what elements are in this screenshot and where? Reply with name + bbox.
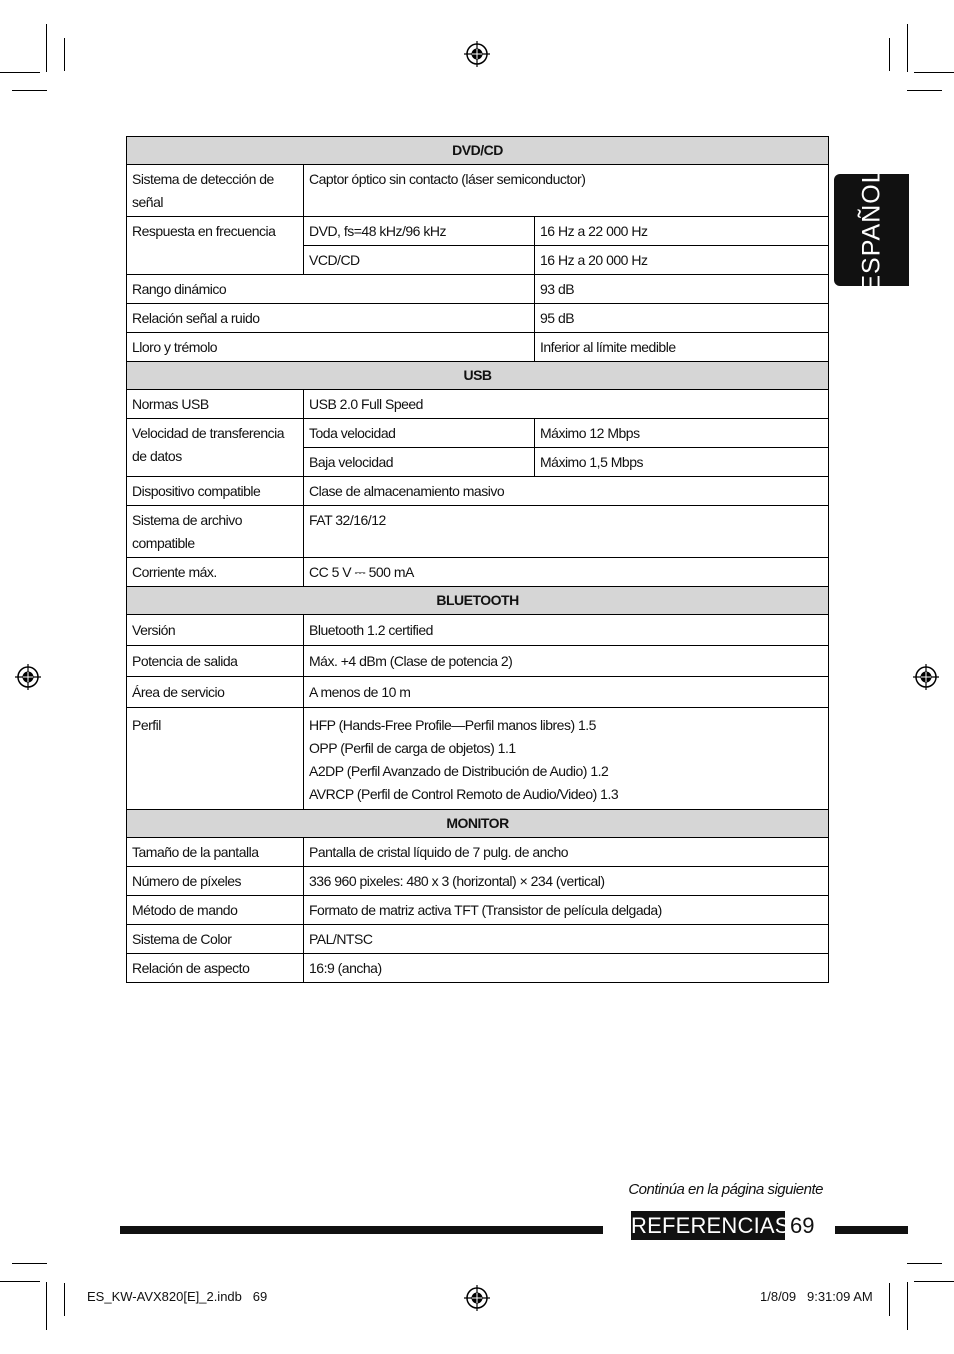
crop-mark [907, 24, 908, 72]
table-row [127, 677, 829, 708]
crop-mark [0, 72, 40, 73]
row-value: 93 dB [535, 275, 829, 304]
row-value: Inferior al límite medible [535, 333, 829, 362]
row-label: Relación de aspecto [127, 954, 304, 983]
section-header-dvd [127, 137, 829, 165]
row-label: Número de píxeles [127, 867, 304, 896]
registration-mark-icon [464, 41, 490, 67]
row-value: Pantalla de cristal líquido de 7 pulg. de ancho [304, 838, 829, 867]
section-header-monitor [127, 810, 829, 838]
registration-mark-icon [913, 664, 939, 690]
table-row [127, 165, 829, 217]
specifications-table [126, 136, 829, 983]
row-label: Dispositivo compatible [127, 477, 304, 506]
crop-mark [64, 1283, 65, 1316]
row-label: Tamaño de la pantalla [127, 838, 304, 867]
crop-mark [12, 1263, 47, 1264]
crop-mark [0, 1281, 40, 1282]
row-value: Clase de almacenamiento masivo [304, 477, 829, 506]
section-title: MONITOR [127, 810, 829, 838]
crop-mark [907, 90, 942, 91]
section-label: REFERENCIAS [631, 1213, 790, 1238]
row-label: Versión [127, 615, 304, 646]
row-value: 16 Hz a 22 000 Hz [535, 217, 829, 246]
row-label: Potencia de salida [127, 646, 304, 677]
crop-mark [907, 1263, 942, 1264]
row-value: Captor óptico sin contacto (láser semiconductor) [304, 165, 829, 217]
table-row [127, 867, 829, 896]
table-row [127, 954, 829, 983]
section-title: BLUETOOTH [127, 587, 829, 615]
row-label: Corriente máx. [127, 558, 304, 587]
profile-line: A2DP (Perfil Avanzado de Distribución de Audio) 1.2 [309, 763, 609, 779]
table-row [127, 217, 829, 246]
language-tab [834, 168, 909, 292]
table-row [127, 896, 829, 925]
table-row [127, 646, 829, 677]
row-label: Rango dinámico [127, 275, 535, 304]
crop-mark [889, 1283, 890, 1316]
row-value: 16 Hz a 20 000 Hz [535, 246, 829, 275]
row-label: Normas USB [127, 390, 304, 419]
row-label: Método de mando [127, 896, 304, 925]
row-label: Respuesta en frecuencia [127, 217, 304, 275]
table-row [127, 333, 829, 362]
table-row [127, 506, 829, 558]
file-name: ES_KW-AVX820[E]_2.indb 69 [87, 1289, 268, 1304]
section-header-usb [127, 362, 829, 390]
table-row [127, 477, 829, 506]
language-tab-label: ESPAÑOL [857, 168, 885, 292]
row-value: Formato de matriz activa TFT (Transistor de película delgada) [304, 896, 829, 925]
row-label: Perfil [127, 708, 304, 810]
row-value: 95 dB [535, 304, 829, 333]
profile-line: AVRCP (Perfil de Control Remoto de Audio/Video) 1.3 [309, 786, 619, 802]
table-row [127, 390, 829, 419]
crop-mark [12, 90, 47, 91]
crop-mark [914, 72, 954, 73]
crop-mark [907, 1282, 908, 1330]
row-value: FAT 32/16/12 [304, 506, 829, 558]
row-value: 16:9 (ancha) [304, 954, 829, 983]
crop-mark [46, 1282, 47, 1330]
row-value: CC 5 V ⎓ 500 mA [304, 558, 829, 587]
profile-line: OPP (Perfil de carga de objetos) 1.1 [309, 740, 516, 756]
table-row [127, 304, 829, 333]
row-label: Sistema de detección de señal [127, 165, 304, 217]
row-value: A menos de 10 m [304, 677, 829, 708]
row-value: Bluetooth 1.2 certified [304, 615, 829, 646]
row-mode: VCD/CD [304, 246, 535, 275]
section-header-bluetooth [127, 587, 829, 615]
row-value: USB 2.0 Full Speed [304, 390, 829, 419]
table-row [127, 558, 829, 587]
page-number: 69 [790, 1213, 815, 1238]
row-value: Máximo 12 Mbps [535, 419, 829, 448]
row-label: Sistema de Color [127, 925, 304, 954]
profile-line: HFP (Hands-Free Profile—Perfil manos libres) 1.5 [309, 717, 596, 733]
row-label: Sistema de archivo compatible [127, 506, 304, 558]
registration-mark-icon [15, 664, 41, 690]
crop-mark [46, 24, 47, 72]
continue-note: Continúa en la página siguiente [628, 1181, 823, 1198]
row-value: Máximo 1,5 Mbps [535, 448, 829, 477]
row-value: 336 960 pixeles: 480 x 3 (horizontal) × 234 (vertical) [304, 867, 829, 896]
crop-mark [889, 38, 890, 71]
registration-mark-icon [464, 1285, 490, 1311]
table-row [127, 275, 829, 304]
crop-mark [64, 38, 65, 71]
row-label: Relación señal a ruido [127, 304, 535, 333]
row-mode: Toda velocidad [304, 419, 535, 448]
row-value: PAL/NTSC [304, 925, 829, 954]
table-row [127, 708, 829, 810]
timestamp: 1/8/09 9:31:09 AM [760, 1289, 873, 1304]
row-value: Máx. +4 dBm (Clase de potencia 2) [304, 646, 829, 677]
table-row [127, 838, 829, 867]
row-label: Área de servicio [127, 677, 304, 708]
crop-mark [914, 1281, 954, 1282]
row-mode: Baja velocidad [304, 448, 535, 477]
row-label: Velocidad de transferencia de datos [127, 419, 304, 477]
table-row [127, 925, 829, 954]
table-row [127, 615, 829, 646]
footer-bar-left [120, 1226, 603, 1234]
table-row [127, 419, 829, 448]
footer-bar-right [835, 1226, 908, 1234]
section-title: USB [127, 362, 829, 390]
row-label: Lloro y trémolo [127, 333, 535, 362]
section-title: DVD/CD [127, 137, 829, 165]
row-mode: DVD, fs=48 kHz/96 kHz [304, 217, 535, 246]
row-value [304, 708, 829, 810]
